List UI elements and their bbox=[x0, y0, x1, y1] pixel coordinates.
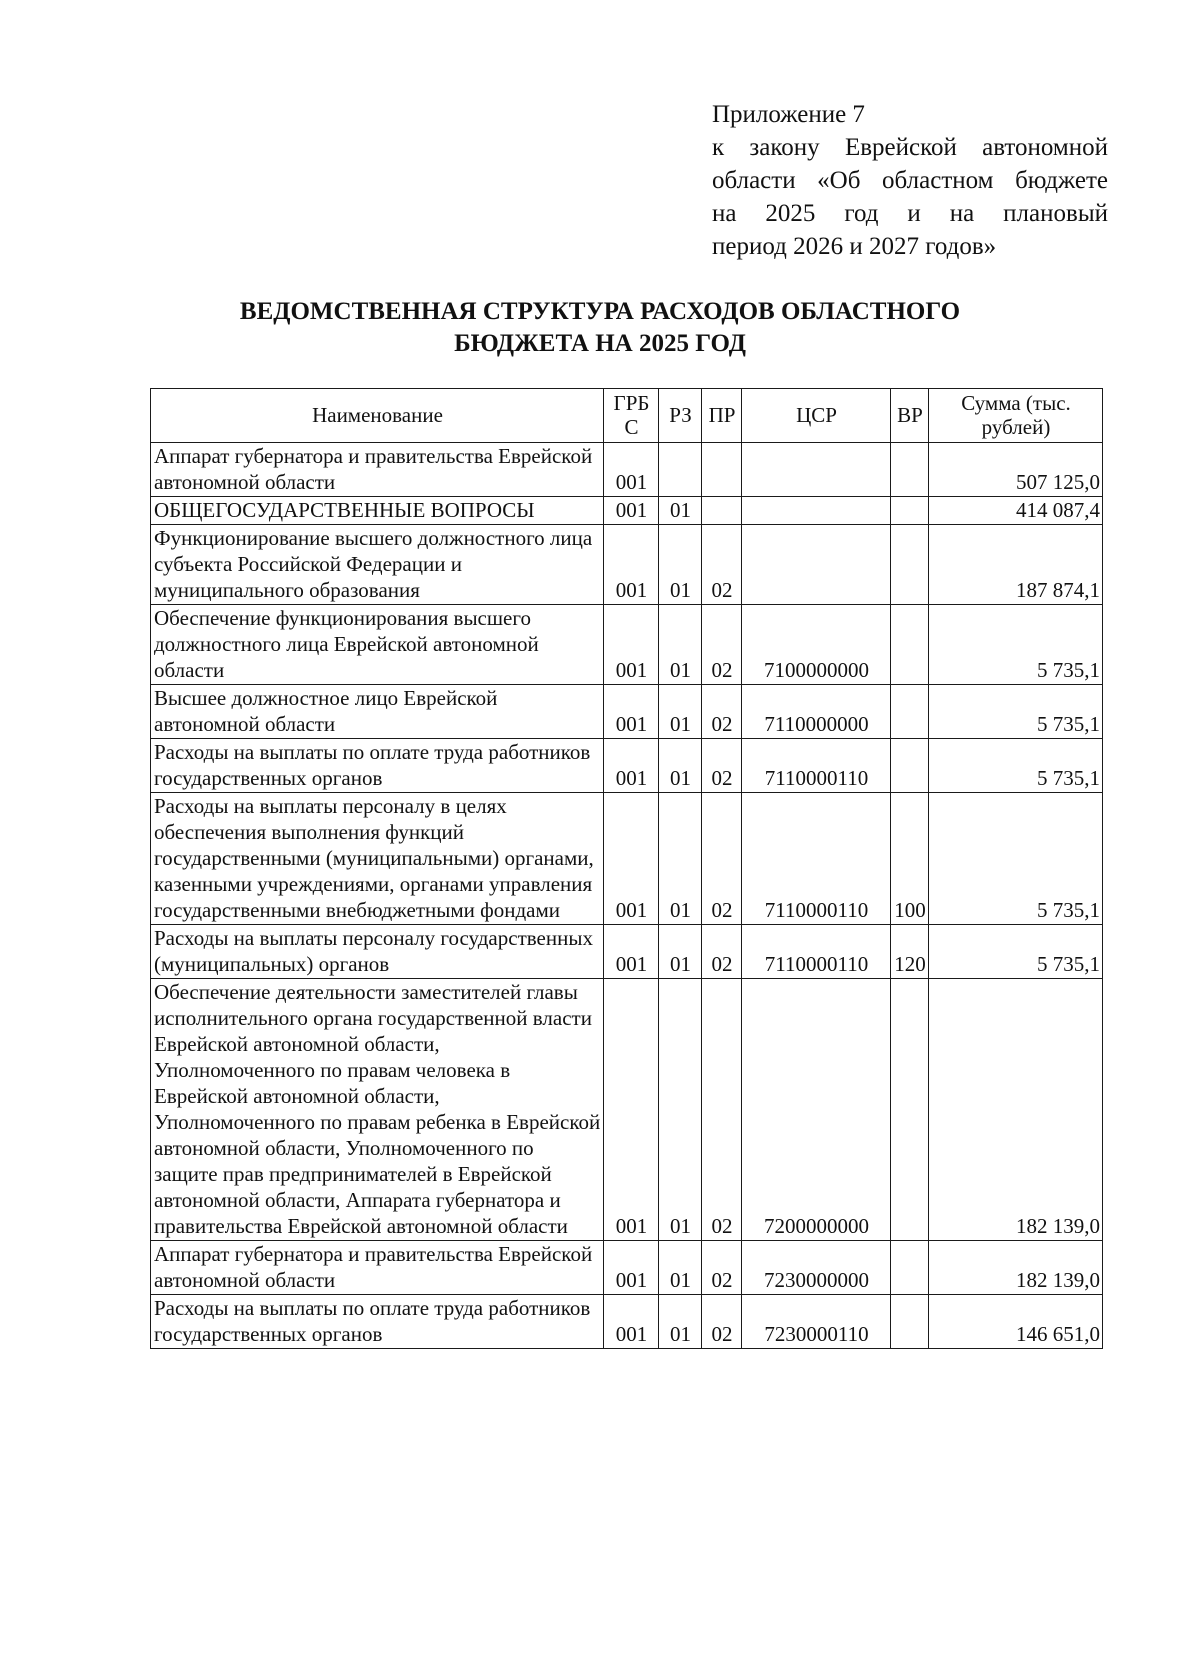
cell-csr: 7110000110 bbox=[742, 793, 891, 925]
appendix-note bbox=[712, 98, 1108, 263]
cell-csr: 7110000000 bbox=[742, 685, 891, 739]
cell-pr bbox=[702, 497, 742, 525]
table-row bbox=[151, 605, 1103, 685]
cell-grbs: 001 bbox=[604, 739, 659, 793]
header-rz: РЗ bbox=[659, 389, 702, 443]
table-row bbox=[151, 1241, 1103, 1295]
cell-sum: 5 735,1 bbox=[929, 925, 1103, 979]
cell-sum: 507 125,0 bbox=[929, 443, 1103, 497]
cell-vr bbox=[891, 685, 929, 739]
cell-name: ОБЩЕГОСУДАРСТВЕННЫЕ ВОПРОСЫ bbox=[151, 497, 604, 525]
cell-pr: 02 bbox=[702, 685, 742, 739]
cell-csr bbox=[742, 525, 891, 605]
cell-grbs: 001 bbox=[604, 979, 659, 1241]
appendix-line: области «Об областном бюджете bbox=[712, 167, 1108, 194]
cell-csr: 7100000000 bbox=[742, 605, 891, 685]
cell-rz bbox=[659, 443, 702, 497]
appendix-line: период 2026 и 2027 годов» bbox=[712, 233, 997, 260]
cell-sum: 5 735,1 bbox=[929, 793, 1103, 925]
cell-csr: 7230000000 bbox=[742, 1241, 891, 1295]
cell-vr: 100 bbox=[891, 793, 929, 925]
cell-csr bbox=[742, 497, 891, 525]
cell-sum: 5 735,1 bbox=[929, 685, 1103, 739]
header-sum: Сумма (тыс. рублей) bbox=[929, 389, 1103, 443]
table-row bbox=[151, 497, 1103, 525]
budget-table bbox=[150, 388, 1103, 1349]
table-row bbox=[151, 925, 1103, 979]
cell-vr bbox=[891, 605, 929, 685]
header-csr: ЦСР bbox=[742, 389, 891, 443]
cell-rz: 01 bbox=[659, 925, 702, 979]
cell-vr bbox=[891, 525, 929, 605]
table-row bbox=[151, 443, 1103, 497]
cell-csr: 7200000000 bbox=[742, 979, 891, 1241]
cell-rz: 01 bbox=[659, 739, 702, 793]
cell-pr: 02 bbox=[702, 979, 742, 1241]
cell-name: Расходы на выплаты по оплате труда работников государственных органов bbox=[151, 739, 604, 793]
cell-vr bbox=[891, 739, 929, 793]
cell-name: Обеспечение деятельности заместителей главы исполнительного органа государственной власти Еврейской автономной области, Уполномоченного по правам человека в Еврейской автономной области, Уполномоченного по правам ребенка в Еврейской автономной области, Уполномоченного по защите прав предпринимателей в Еврейской автономной области, Аппарата губернатора и правительства Еврейской автономной области bbox=[151, 979, 604, 1241]
cell-vr bbox=[891, 1295, 929, 1349]
cell-vr bbox=[891, 1241, 929, 1295]
cell-vr: 120 bbox=[891, 925, 929, 979]
cell-pr: 02 bbox=[702, 793, 742, 925]
cell-name: Высшее должностное лицо Еврейской автономной области bbox=[151, 685, 604, 739]
title-line: ВЕДОМСТВЕННАЯ СТРУКТУРА РАСХОДОВ ОБЛАСТНОГО bbox=[239, 298, 961, 325]
cell-grbs: 001 bbox=[604, 1295, 659, 1349]
cell-name: Функционирование высшего должностного лица субъекта Российской Федерации и муниципального образования bbox=[151, 525, 604, 605]
cell-sum: 5 735,1 bbox=[929, 739, 1103, 793]
cell-sum: 5 735,1 bbox=[929, 605, 1103, 685]
cell-sum: 187 874,1 bbox=[929, 525, 1103, 605]
cell-grbs: 001 bbox=[604, 525, 659, 605]
cell-pr: 02 bbox=[702, 605, 742, 685]
cell-pr: 02 bbox=[702, 925, 742, 979]
cell-name: Аппарат губернатора и правительства Еврейской автономной области bbox=[151, 443, 604, 497]
appendix-line: на 2025 год и на плановый bbox=[712, 200, 1108, 227]
cell-sum: 146 651,0 bbox=[929, 1295, 1103, 1349]
header-grbs: ГРБ С bbox=[604, 389, 659, 443]
cell-rz: 01 bbox=[659, 1295, 702, 1349]
cell-vr bbox=[891, 979, 929, 1241]
header-name: Наименование bbox=[151, 389, 604, 443]
cell-sum: 182 139,0 bbox=[929, 1241, 1103, 1295]
table-row bbox=[151, 793, 1103, 925]
cell-name: Расходы на выплаты персоналу государственных (муниципальных) органов bbox=[151, 925, 604, 979]
cell-grbs: 001 bbox=[604, 497, 659, 525]
cell-pr bbox=[702, 443, 742, 497]
cell-csr: 7230000110 bbox=[742, 1295, 891, 1349]
cell-rz: 01 bbox=[659, 605, 702, 685]
cell-name: Расходы на выплаты по оплате труда работников государственных органов bbox=[151, 1295, 604, 1349]
cell-grbs: 001 bbox=[604, 443, 659, 497]
cell-sum: 182 139,0 bbox=[929, 979, 1103, 1241]
table-row bbox=[151, 1295, 1103, 1349]
appendix-number: Приложение 7 bbox=[712, 101, 865, 128]
cell-pr: 02 bbox=[702, 1241, 742, 1295]
table-header-row bbox=[151, 389, 1103, 443]
header-vr: ВР bbox=[891, 389, 929, 443]
cell-grbs: 001 bbox=[604, 925, 659, 979]
cell-csr: 7110000110 bbox=[742, 925, 891, 979]
table-row bbox=[151, 739, 1103, 793]
appendix-line: к законy Еврейской автономной bbox=[712, 134, 1108, 161]
cell-rz: 01 bbox=[659, 525, 702, 605]
cell-rz: 01 bbox=[659, 793, 702, 925]
cell-rz: 01 bbox=[659, 497, 702, 525]
document-title bbox=[150, 296, 1050, 360]
cell-grbs: 001 bbox=[604, 1241, 659, 1295]
cell-name: Аппарат губернатора и правительства Еврейской автономной области bbox=[151, 1241, 604, 1295]
cell-csr: 7110000110 bbox=[742, 739, 891, 793]
cell-sum: 414 087,4 bbox=[929, 497, 1103, 525]
title-line: БЮДЖЕТА НА 2025 ГОД bbox=[454, 330, 746, 357]
cell-csr bbox=[742, 443, 891, 497]
cell-rz: 01 bbox=[659, 979, 702, 1241]
cell-vr bbox=[891, 443, 929, 497]
cell-grbs: 001 bbox=[604, 685, 659, 739]
table-row bbox=[151, 685, 1103, 739]
cell-rz: 01 bbox=[659, 685, 702, 739]
table-row bbox=[151, 525, 1103, 605]
cell-name: Обеспечение функционирования высшего должностного лица Еврейской автономной области bbox=[151, 605, 604, 685]
header-pr: ПР bbox=[702, 389, 742, 443]
cell-pr: 02 bbox=[702, 1295, 742, 1349]
cell-name: Расходы на выплаты персоналу в целях обеспечения выполнения функций государственными (муниципальными) органами, казенными учреждениями, органами управления государственными внебюджетными фондами bbox=[151, 793, 604, 925]
cell-grbs: 001 bbox=[604, 605, 659, 685]
cell-rz: 01 bbox=[659, 1241, 702, 1295]
cell-pr: 02 bbox=[702, 739, 742, 793]
table-row bbox=[151, 979, 1103, 1241]
cell-grbs: 001 bbox=[604, 793, 659, 925]
cell-vr bbox=[891, 497, 929, 525]
cell-pr: 02 bbox=[702, 525, 742, 605]
